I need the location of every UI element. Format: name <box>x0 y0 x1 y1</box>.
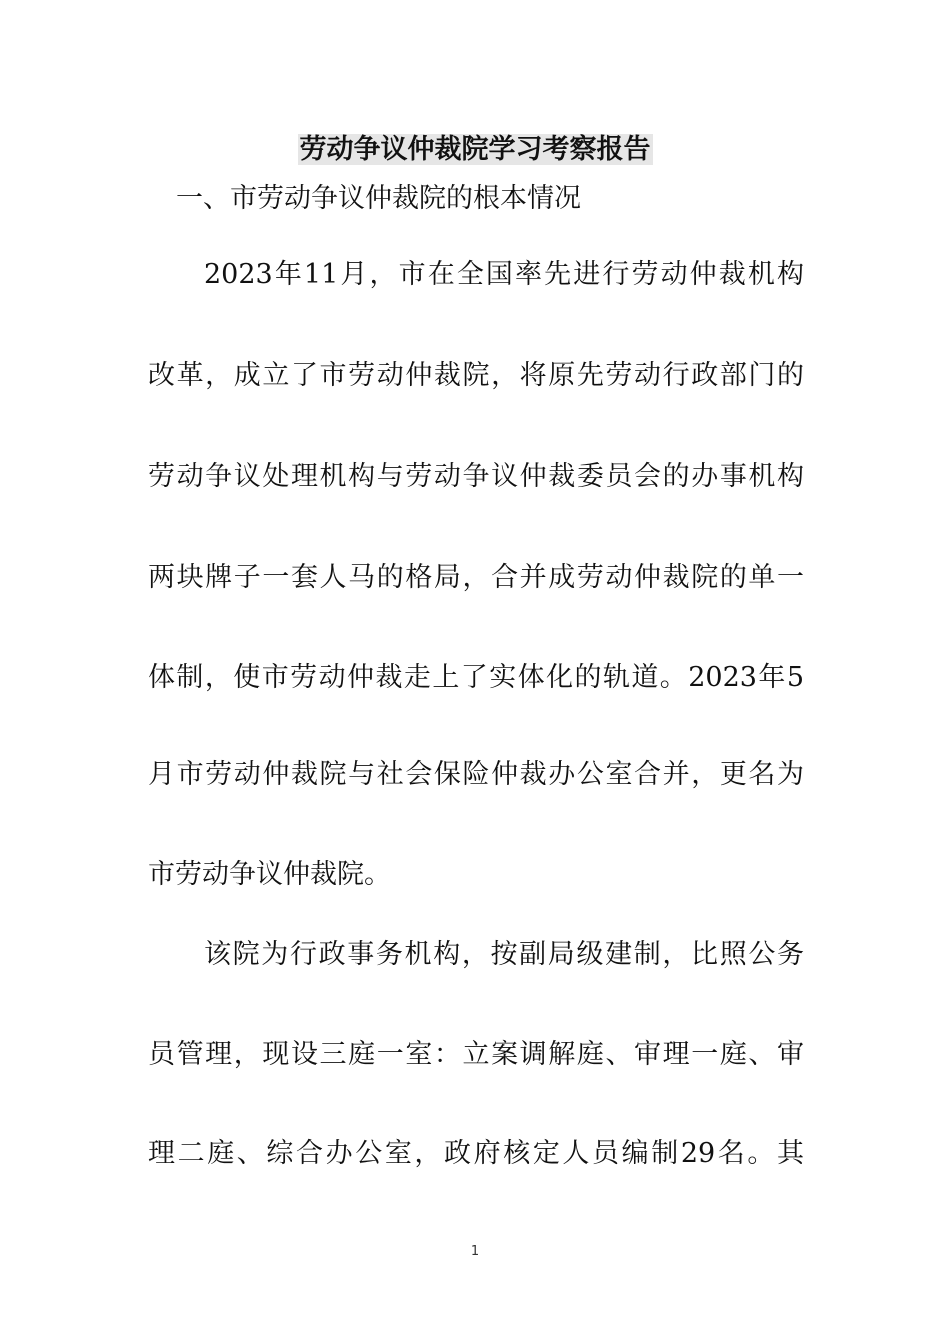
paragraph-line: 市劳动争议仲裁院。 <box>148 859 391 890</box>
page-number: 1 <box>470 1244 480 1259</box>
paragraph-line: 劳动争议处理机构与劳动争议仲裁委员会的办事机构 <box>148 461 804 492</box>
document-title <box>0 132 950 168</box>
paragraph-line: 员管理，现设三庭一室：立案调解庭、审理一庭、审 <box>148 1039 804 1070</box>
paragraph-line: 改革，成立了市劳动仲裁院，将原先劳动行政部门的 <box>148 360 804 391</box>
section-heading: 一、市劳动争议仲裁院的根本情况 <box>176 183 581 214</box>
paragraph-line: 两块牌子一套人马的格局，合并成劳动仲裁院的单一 <box>148 562 804 593</box>
document-title-text: 劳动争议仲裁院学习考察报告 <box>299 134 651 165</box>
paragraph-line: 该院为行政事务机构，按副局级建制，比照公务 <box>204 939 804 970</box>
paragraph-line: 理二庭、综合办公室，政府核定人员编制29名。其 <box>148 1138 804 1169</box>
paragraph-line: 2023年11月，市在全国率先进行劳动仲裁机构 <box>204 259 804 290</box>
paragraph-line: 体制，使市劳动仲裁走上了实体化的轨道。2023年5 <box>148 662 804 693</box>
paragraph-line: 月市劳动仲裁院与社会保险仲裁办公室合并，更名为 <box>148 759 804 790</box>
